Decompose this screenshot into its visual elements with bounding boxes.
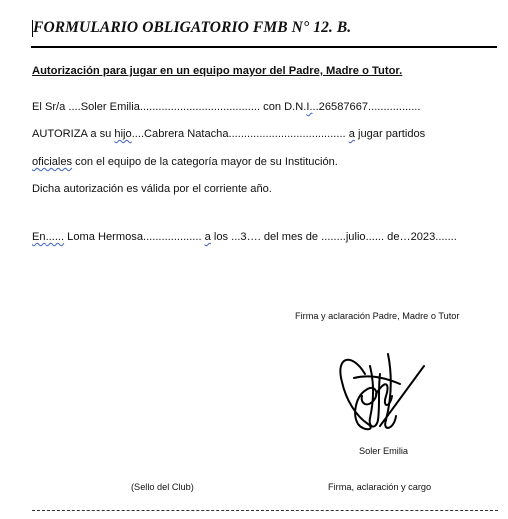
handwritten-signature [330, 334, 430, 434]
body-line-3: oficiales con el equipo de la categoría mayor de su Institución. [32, 156, 338, 168]
club-signature-label: Firma, aclaración y cargo [328, 482, 432, 492]
body-line-2: AUTORIZA a su hijo....Cabrera Natacha...................................... a jugar partidos [32, 128, 426, 140]
body-line-4: Dicha autorización es válida por el corriente año. [32, 183, 272, 195]
spellcheck-mark: I. [306, 101, 313, 113]
spellcheck-mark: oficiales [32, 156, 73, 168]
guardian-signature-caption: Firma y aclaración Padre, Madre o Tutor [295, 311, 460, 321]
spellcheck-mark: En [32, 231, 46, 243]
club-seal-label: (Sello del Club) [131, 482, 194, 492]
spellcheck-mark: a [204, 231, 211, 243]
spellcheck-mark: ...... [45, 231, 65, 243]
spellcheck-mark: a [348, 128, 355, 140]
form-subtitle: Autorización para jugar en un equipo mayor del Padre, Madre o Tutor. [32, 65, 403, 77]
spellcheck-mark: hijo [114, 128, 132, 140]
body-line-5: En...... Loma Hermosa................... a los ...3…. del mes de ........julio...... de…2023....... [32, 231, 457, 243]
form-title: FORMULARIO OBLIGATORIO FMB N° 12. B. [33, 19, 352, 36]
title-rule [31, 46, 497, 48]
guardian-name: Soler Emilia [359, 446, 409, 456]
cut-line [32, 510, 498, 511]
body-line-1: El Sr/a ....Soler Emilia....................................... con D.N.I...26587667................. [32, 101, 421, 113]
